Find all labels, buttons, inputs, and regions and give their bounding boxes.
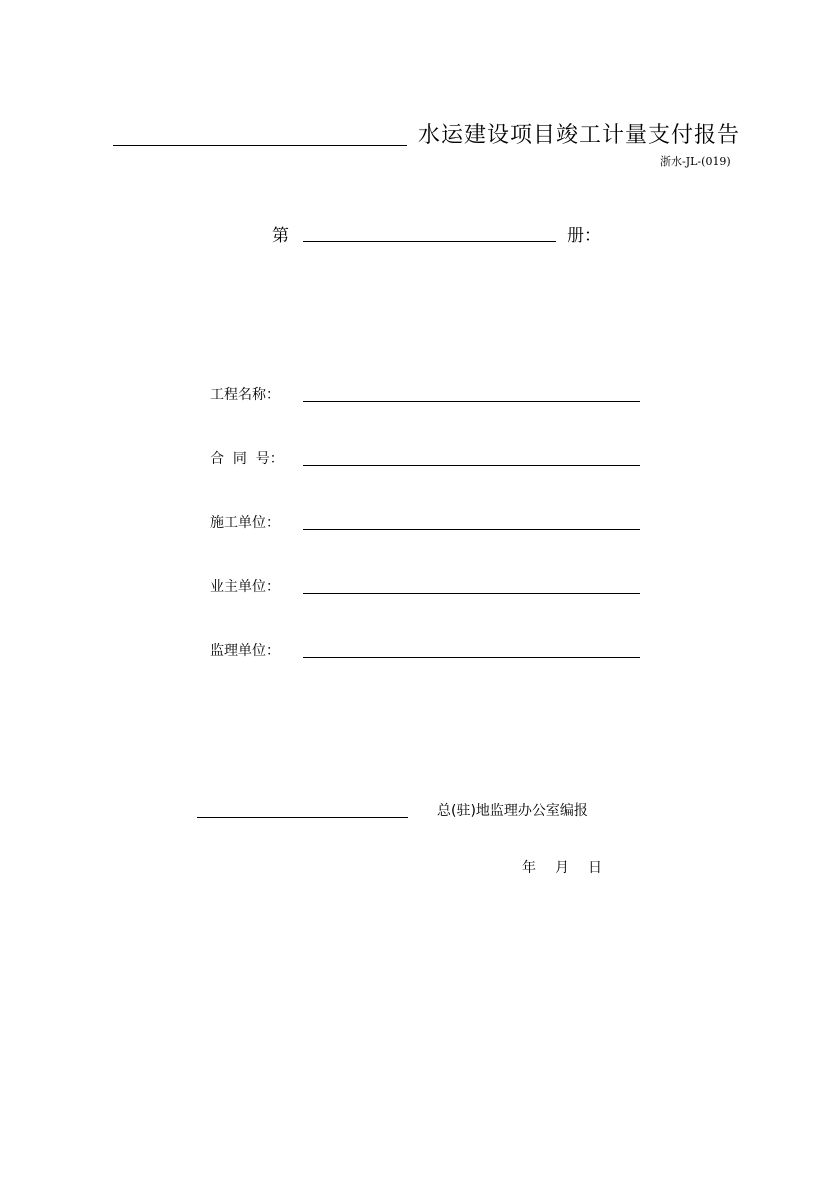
report-title: 水运建设项目竣工计量支付报告: [418, 123, 741, 148]
office-name-blank-line: [197, 817, 408, 818]
date-year: 年: [522, 860, 536, 876]
project-name-blank-line: [113, 145, 407, 146]
volume-number-blank-line: [303, 241, 556, 242]
supervisor-line: [303, 657, 640, 658]
project-name-label: 工程名称：: [210, 387, 280, 403]
contract-number-label: 合 同 号：: [210, 451, 284, 467]
project-name-line: [303, 401, 640, 402]
contractor-line: [303, 529, 640, 530]
contract-number-line: [303, 465, 640, 466]
date-day: 日: [588, 860, 602, 876]
owner-line: [303, 593, 640, 594]
form-code: 浙水-JL-(019): [660, 155, 731, 168]
contractor-label: 施工单位：: [210, 515, 280, 531]
supervisor-label: 监理单位：: [210, 643, 280, 659]
volume-prefix: 第: [272, 226, 289, 246]
compiler-text: 总(驻)地监理办公室编报: [437, 803, 588, 819]
owner-label: 业主单位：: [210, 579, 280, 595]
volume-suffix: 册：: [567, 226, 601, 246]
date-month: 月: [555, 860, 569, 876]
